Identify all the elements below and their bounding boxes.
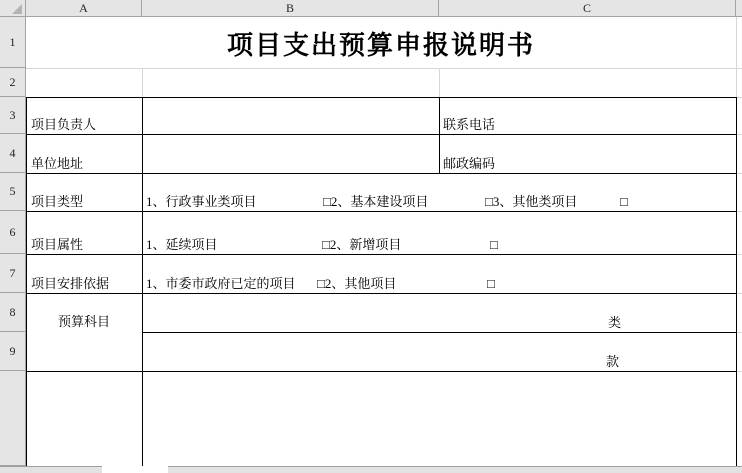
cell-a4-unit-address-label[interactable]: 单位地址: [31, 156, 84, 171]
row-number: 3: [9, 107, 16, 122]
gridline: [737, 97, 742, 98]
project-basis-option-1[interactable]: 1、市委市政府已定的项目: [146, 276, 296, 291]
row-header-1[interactable]: [0, 17, 25, 68]
row-number: 4: [9, 145, 16, 160]
project-attribute-option-2[interactable]: □2、新增项目: [322, 237, 402, 252]
project-basis-option-2[interactable]: □2、其他项目: [317, 276, 397, 291]
column-header-b[interactable]: [142, 0, 439, 16]
row-number: 9: [9, 343, 16, 358]
gridline: [736, 17, 737, 97]
gridline: [439, 68, 440, 97]
sheet-tab-bar-left[interactable]: [0, 466, 102, 473]
row-header-8[interactable]: [0, 293, 25, 332]
table-border: [736, 97, 737, 466]
cell-a5-project-type-label[interactable]: 项目类型: [31, 194, 84, 209]
table-border: [26, 293, 737, 294]
cell-c4-postal-code-label[interactable]: 邮政编码: [443, 156, 496, 171]
budget-item-suffix[interactable]: 款: [606, 354, 620, 369]
cell-a6-project-attribute-label[interactable]: 项目属性: [31, 237, 84, 252]
project-basis-checkbox[interactable]: □: [487, 276, 495, 291]
column-header-d-sliver[interactable]: [736, 0, 742, 16]
select-all-corner[interactable]: [0, 0, 26, 16]
row-number: 8: [9, 304, 16, 319]
table-border: [26, 254, 737, 255]
row-header-5[interactable]: [0, 173, 25, 211]
row-header-7[interactable]: [0, 254, 25, 293]
budget-category-suffix[interactable]: 类: [608, 315, 622, 330]
gridline: [737, 134, 742, 135]
project-type-option-3[interactable]: □3、其他类项目: [485, 194, 578, 209]
project-attribute-option-1[interactable]: 1、延续项目: [146, 237, 218, 252]
row-header-6[interactable]: [0, 211, 25, 254]
gridline: [737, 293, 742, 294]
row-number: 7: [9, 265, 16, 280]
column-header-c[interactable]: [439, 0, 736, 16]
sheet-tab-bar-right[interactable]: [168, 466, 742, 473]
cell-a7-project-basis-label[interactable]: 项目安排依据: [31, 276, 110, 291]
form-title-cell[interactable]: 项目支出预算申报说明书: [226, 31, 535, 60]
gridline: [737, 332, 742, 333]
table-border: [142, 332, 737, 333]
table-border: [26, 97, 737, 98]
column-letter: C: [582, 0, 591, 15]
row-number: 6: [9, 224, 16, 239]
project-type-option-1[interactable]: 1、行政事业类项目: [146, 194, 257, 209]
row-header-bar: [0, 17, 26, 466]
gridline: [737, 371, 742, 372]
column-header-bar: [0, 0, 742, 17]
row-number: 1: [9, 34, 16, 49]
table-border: [26, 211, 737, 212]
row-number: 5: [9, 184, 16, 198]
gridline: [26, 68, 742, 69]
row-header-9[interactable]: [0, 332, 25, 371]
table-border: [26, 97, 27, 466]
gridline: [142, 68, 143, 97]
table-border: [26, 371, 737, 372]
row-header-2[interactable]: [0, 68, 25, 97]
table-border: [26, 134, 737, 135]
column-header-a[interactable]: [26, 0, 142, 16]
table-border: [142, 97, 143, 466]
cell-a3-project-leader-label[interactable]: 项目负责人: [31, 117, 97, 132]
table-border: [439, 97, 440, 173]
project-type-checkbox[interactable]: □: [620, 194, 628, 209]
project-type-option-2[interactable]: □2、基本建设项目: [323, 194, 429, 209]
table-border: [26, 173, 737, 174]
select-all-triangle-icon: [12, 4, 22, 14]
active-sheet-tab[interactable]: [102, 466, 168, 473]
gridline: [737, 254, 742, 255]
row-number: 2: [9, 74, 16, 89]
cell-c3-contact-phone-label[interactable]: 联系电话: [443, 117, 496, 132]
gridline: [737, 173, 742, 174]
column-letter: B: [285, 0, 294, 15]
column-letter: A: [79, 0, 88, 15]
gridline: [737, 211, 742, 212]
row-header-10[interactable]: [0, 371, 25, 466]
cell-a8-budget-subject-label[interactable]: 预算科目: [57, 314, 110, 329]
project-attribute-checkbox[interactable]: □: [490, 237, 498, 252]
row-header-3[interactable]: [0, 97, 25, 134]
row-header-4[interactable]: [0, 134, 25, 173]
